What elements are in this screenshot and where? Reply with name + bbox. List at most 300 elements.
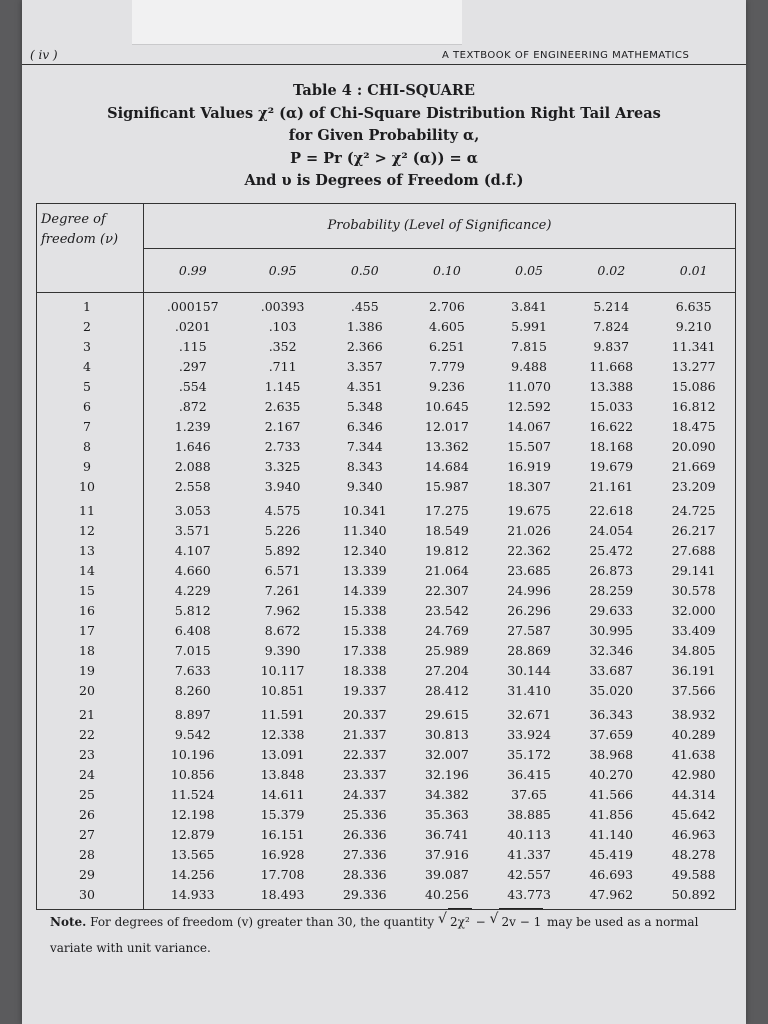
chi-value-cell: .00393	[260, 299, 305, 314]
chi-value-cell: 38.968	[589, 747, 634, 762]
chi-value-cell: 12.879	[170, 827, 215, 842]
chi-value-cell: 24.996	[507, 583, 551, 598]
probability-col-header: 0.10	[406, 248, 488, 293]
chi-value-cell: 12.198	[170, 807, 215, 822]
chi-value-cell: 7.261	[264, 583, 301, 598]
chi-value-cell: 12.592	[507, 399, 551, 414]
chi-value-cell: .554	[178, 379, 207, 394]
chi-value-cell: 4.351	[346, 379, 383, 394]
running-title: A TEXTBOOK OF ENGINEERING MATHEMATICS	[442, 50, 690, 61]
chi-value-cell: 19.812	[425, 543, 469, 558]
chi-value-cell: 11.340	[342, 523, 387, 538]
df-cell: 19	[37, 661, 144, 681]
chi-value-cell: 26.296	[507, 603, 551, 618]
df-cell: 1	[37, 293, 144, 318]
chi-value-cell: 38.885	[507, 807, 551, 822]
chi-value-cell: 41.140	[589, 827, 634, 842]
table-row	[37, 825, 736, 845]
chi-value-cell: 34.805	[671, 643, 716, 658]
chi-value-cell: 30.578	[671, 583, 716, 598]
df-cell: 4	[37, 357, 144, 377]
chi-value-cell: 11.524	[170, 787, 215, 802]
chi-value-cell: 18.549	[425, 523, 469, 538]
chi-value-cell: 41.566	[589, 787, 634, 802]
chi-value-cell: 21.064	[425, 563, 469, 578]
table-row	[37, 805, 736, 825]
chi-value-cell: 8.343	[346, 459, 383, 474]
chi-value-cell: 45.642	[671, 807, 716, 822]
chi-value-cell: 44.314	[671, 787, 716, 802]
chi-value-cell: .711	[268, 359, 297, 374]
probability-col-header: 0.01	[652, 248, 735, 293]
probability-col-header: 0.50	[324, 248, 406, 293]
df-cell: 29	[37, 865, 144, 885]
chi-value-cell: 32.346	[589, 643, 634, 658]
df-cell: 28	[37, 845, 144, 865]
chi-value-cell: 8.672	[264, 623, 301, 638]
chi-value-cell: 26.873	[589, 563, 634, 578]
chi-value-cell: 7.779	[429, 359, 465, 374]
table-subtitle-line3: for Given Probability α,	[288, 127, 480, 144]
chi-value-cell: 9.390	[264, 643, 301, 658]
chi-value-cell: 2.733	[264, 439, 301, 454]
note-label: Note.	[50, 915, 87, 929]
chi-value-cell: 18.493	[242, 885, 324, 910]
chi-value-cell: 4.575	[264, 503, 301, 518]
chi-value-cell: 10.196	[170, 747, 215, 762]
chi-value-cell: 6.571	[264, 563, 301, 578]
chi-value-cell: 3.357	[346, 359, 383, 374]
table-row	[37, 725, 736, 745]
chi-value-cell: 24.769	[425, 623, 469, 638]
chi-value-cell: 43.773	[488, 885, 570, 910]
df-cell: 6	[37, 397, 144, 417]
chi-value-cell: .455	[350, 299, 379, 314]
chi-value-cell: 27.587	[507, 623, 551, 638]
probability-formula: P = Pr (χ² > χ² (α)) = α	[290, 149, 478, 167]
chi-value-cell: 21.669	[671, 459, 716, 474]
chi-value-cell: 50.892	[652, 885, 735, 910]
chi-value-cell: 7.962	[264, 603, 301, 618]
chi-value-cell: 14.933	[144, 885, 242, 910]
df-cell: 18	[37, 641, 144, 661]
table-row	[37, 581, 736, 601]
chi-value-cell: 29.336	[324, 885, 406, 910]
table-row	[37, 765, 736, 785]
chi-value-cell: 5.991	[511, 319, 547, 334]
df-cell: 23	[37, 745, 144, 765]
df-cell: 20	[37, 681, 144, 701]
chi-value-cell: 1.145	[264, 379, 301, 394]
chi-value-cell: 24.337	[342, 787, 387, 802]
chi-value-cell: 42.557	[507, 867, 551, 882]
df-cell: 17	[37, 621, 144, 641]
chi-value-cell: 39.087	[425, 867, 469, 882]
chi-value-cell: 21.337	[342, 727, 387, 742]
chi-value-cell: 17.338	[342, 643, 387, 658]
chi-value-cell: 32.671	[507, 707, 551, 722]
chi-value-cell: 9.542	[174, 727, 211, 742]
chi-value-cell: 41.337	[507, 847, 551, 862]
table-row	[37, 397, 736, 417]
chi-value-cell: 20.090	[671, 439, 716, 454]
table-row	[37, 641, 736, 661]
table-row	[37, 541, 736, 561]
df-cell: 8	[37, 437, 144, 457]
chi-value-cell: 30.813	[425, 727, 469, 742]
chi-value-cell: 12.017	[425, 419, 469, 434]
df-cell: 14	[37, 561, 144, 581]
probability-header: Probability (Level of Significance)	[144, 204, 736, 249]
note-text-after: may be used as a normal	[547, 915, 699, 929]
chi-value-cell: 2.635	[264, 399, 301, 414]
chi-value-cell: 11.341	[671, 339, 716, 354]
table-row	[37, 885, 736, 910]
chi-value-cell: 11.668	[589, 359, 634, 374]
chi-value-cell: 37.65	[511, 787, 547, 802]
chi-value-cell: 10.117	[260, 663, 305, 678]
chi-value-cell: 6.251	[429, 339, 465, 354]
chi-value-cell: 40.270	[589, 767, 634, 782]
df-cell: 12	[37, 521, 144, 541]
table-row	[37, 457, 736, 477]
sqrt-term-a: √ 2χ²	[448, 908, 472, 935]
chi-value-cell: 17.708	[260, 867, 305, 882]
table-row	[37, 417, 736, 437]
chi-value-cell: 13.091	[260, 747, 305, 762]
chi-value-cell: 14.067	[507, 419, 551, 434]
chi-value-cell: 2.366	[346, 339, 383, 354]
chi-value-cell: 23.685	[507, 563, 551, 578]
table-row	[37, 845, 736, 865]
chi-value-cell: 9.340	[346, 479, 383, 494]
chi-value-cell: 9.210	[675, 319, 712, 334]
chi-value-cell: 28.412	[425, 683, 469, 698]
chi-value-cell: 18.307	[507, 479, 551, 494]
chi-value-cell: 14.611	[260, 787, 305, 802]
df-cell: 9	[37, 457, 144, 477]
chi-value-cell: 41.638	[671, 747, 716, 762]
chi-value-cell: 14.339	[342, 583, 387, 598]
df-cell: 3	[37, 337, 144, 357]
chi-value-cell: 32.196	[425, 767, 469, 782]
probability-col-header: 0.05	[488, 248, 570, 293]
chi-value-cell: .0201	[174, 319, 211, 334]
chi-value-cell: 3.325	[264, 459, 301, 474]
df-cell: 10	[37, 477, 144, 497]
chi-value-cell: 13.362	[425, 439, 469, 454]
chi-value-cell: 16.928	[260, 847, 305, 862]
chi-value-cell: 29.615	[425, 707, 469, 722]
chi-value-cell: 9.837	[593, 339, 630, 354]
chi-value-cell: 32.007	[425, 747, 469, 762]
chi-value-cell: 31.410	[507, 683, 551, 698]
chi-value-cell: 15.987	[425, 479, 469, 494]
df-cell: 16	[37, 601, 144, 621]
chi-value-cell: 15.379	[260, 807, 305, 822]
df-cell: 7	[37, 417, 144, 437]
chi-value-cell: .297	[178, 359, 207, 374]
chi-value-cell: 15.338	[342, 603, 387, 618]
chi-value-cell: 12.338	[260, 727, 305, 742]
chi-value-cell: 4.660	[174, 563, 211, 578]
chi-value-cell: 19.679	[589, 459, 634, 474]
table-subtitle: Significant Values χ² (α) of Chi-Square Distribution Right Tail Areas	[107, 104, 661, 122]
chi-value-cell: 33.924	[507, 727, 551, 742]
chi-value-cell: 10.851	[260, 683, 305, 698]
chi-value-cell: 15.033	[589, 399, 634, 414]
chi-value-cell: 41.856	[589, 807, 634, 822]
df-header: Degree of freedom (ν)	[37, 204, 144, 293]
table-row	[37, 865, 736, 885]
df-cell: 11	[37, 497, 144, 521]
chi-value-cell: 6.635	[675, 299, 712, 314]
chi-value-cell: 18.338	[342, 663, 387, 678]
chi-value-cell: 15.338	[342, 623, 387, 638]
table-row	[37, 437, 736, 457]
chi-value-cell: 10.856	[170, 767, 215, 782]
chi-value-cell: 22.337	[342, 747, 387, 762]
running-header	[22, 46, 746, 68]
df-cell: 25	[37, 785, 144, 805]
table-row	[37, 785, 736, 805]
probability-col-header: 0.99	[144, 248, 242, 293]
chi-value-cell: 48.278	[671, 847, 716, 862]
chi-value-cell: .103	[268, 319, 297, 334]
textbook-page	[22, 0, 746, 1024]
chi-value-cell: 3.053	[174, 503, 211, 518]
table-row	[37, 521, 736, 541]
chi-value-cell: 1.386	[346, 319, 383, 334]
table-row	[37, 377, 736, 397]
note-text: For degrees of freedom (v) greater than 30, the quantity	[90, 915, 435, 929]
chi-value-cell: 32.000	[671, 603, 716, 618]
chi-value-cell: 9.236	[429, 379, 465, 394]
chi-value-cell: 4.107	[174, 543, 211, 558]
chi-value-cell: 23.542	[425, 603, 469, 618]
df-cell: 15	[37, 581, 144, 601]
chi-value-cell: 28.259	[589, 583, 634, 598]
chi-value-cell: 25.989	[425, 643, 469, 658]
chi-value-cell: 1.239	[174, 419, 211, 434]
chi-value-cell: 49.588	[671, 867, 716, 882]
header-rule	[22, 64, 746, 65]
chi-value-cell: 16.919	[507, 459, 551, 474]
chi-value-cell: 38.932	[671, 707, 716, 722]
df-cell: 26	[37, 805, 144, 825]
chi-value-cell: .000157	[166, 299, 219, 314]
chi-value-cell: 36.741	[425, 827, 469, 842]
chi-value-cell: 13.848	[260, 767, 305, 782]
chi-value-cell: 35.363	[425, 807, 469, 822]
chi-value-cell: 9.488	[511, 359, 547, 374]
chi-value-cell: 37.916	[425, 847, 469, 862]
table-row	[37, 701, 736, 725]
chi-value-cell: 6.408	[174, 623, 211, 638]
chi-value-cell: 21.026	[507, 523, 551, 538]
chi-value-cell: 27.688	[671, 543, 716, 558]
table-row	[37, 561, 736, 581]
chi-value-cell: 5.214	[593, 299, 630, 314]
table-row	[37, 497, 736, 521]
chi-value-cell: 36.415	[507, 767, 551, 782]
table-row	[37, 337, 736, 357]
chi-value-cell: 7.824	[593, 319, 630, 334]
chi-value-cell: 29.633	[589, 603, 634, 618]
chi-value-cell: 29.141	[671, 563, 716, 578]
chi-value-cell: 17.275	[425, 503, 469, 518]
chi-value-cell: 24.054	[589, 523, 634, 538]
chi-value-cell: 28.869	[507, 643, 551, 658]
chi-value-cell: 11.070	[507, 379, 551, 394]
chi-value-cell: 6.346	[346, 419, 383, 434]
chi-value-cell: 30.995	[589, 623, 634, 638]
chi-value-cell: 2.558	[174, 479, 211, 494]
chi-value-cell: 30.144	[507, 663, 551, 678]
chi-value-cell: 47.962	[570, 885, 652, 910]
chi-value-cell: .352	[268, 339, 297, 354]
chi-value-cell: .115	[178, 339, 207, 354]
chi-value-cell: 19.337	[342, 683, 387, 698]
footnote	[50, 908, 750, 961]
paper-strip	[132, 0, 462, 45]
chi-value-cell: 3.940	[264, 479, 301, 494]
chi-value-cell: 46.963	[671, 827, 716, 842]
chi-value-cell: 10.645	[425, 399, 469, 414]
chi-value-cell: 26.336	[342, 827, 387, 842]
chi-value-cell: 22.362	[507, 543, 551, 558]
chi-value-cell: 40.113	[507, 827, 551, 842]
chi-value-cell: 27.336	[342, 847, 387, 862]
df-cell: 5	[37, 377, 144, 397]
table-row	[37, 661, 736, 681]
chi-value-cell: 13.388	[589, 379, 634, 394]
chi-value-cell: 7.015	[174, 643, 211, 658]
chi-value-cell: 7.633	[174, 663, 211, 678]
chi-value-cell: 25.472	[589, 543, 634, 558]
chi-value-cell: 7.815	[511, 339, 547, 354]
chi-value-cell: 37.566	[671, 683, 716, 698]
chi-value-cell: 21.161	[589, 479, 634, 494]
table-row	[37, 745, 736, 765]
chi-value-cell: 18.168	[589, 439, 634, 454]
chi-value-cell: 14.684	[425, 459, 469, 474]
probability-col-header: 0.95	[242, 248, 324, 293]
table-row	[37, 293, 736, 318]
chi-value-cell: 13.277	[671, 359, 716, 374]
chi-value-cell: 36.191	[671, 663, 716, 678]
chi-value-cell: 8.897	[174, 707, 211, 722]
chi-value-cell: 11.591	[260, 707, 305, 722]
chi-value-cell: 7.344	[346, 439, 383, 454]
chi-value-cell: 10.341	[342, 503, 387, 518]
page-number: ( iv )	[30, 48, 58, 62]
sqrt-term-b: √ 2v − 1	[499, 908, 543, 935]
chi-value-cell: 16.812	[671, 399, 716, 414]
df-cell: 2	[37, 317, 144, 337]
chi-value-cell: 5.226	[264, 523, 301, 538]
chi-value-cell: 33.409	[671, 623, 716, 638]
chi-value-cell: 5.892	[264, 543, 301, 558]
chi-value-cell: 13.565	[170, 847, 215, 862]
df-cell: 30	[37, 885, 144, 910]
chi-value-cell: 22.307	[425, 583, 469, 598]
df-cell: 21	[37, 701, 144, 725]
chi-value-cell: 35.172	[507, 747, 551, 762]
chi-value-cell: 22.618	[589, 503, 634, 518]
chi-value-cell: 2.167	[264, 419, 301, 434]
chi-value-cell: 3.571	[174, 523, 211, 538]
chi-value-cell: 37.659	[589, 727, 634, 742]
table-title: Table 4 : CHI-SQUARE	[293, 82, 475, 99]
table-row	[37, 621, 736, 641]
chi-value-cell: 24.725	[671, 503, 716, 518]
chi-value-cell: 16.622	[589, 419, 634, 434]
chi-value-cell: 8.260	[174, 683, 211, 698]
chi-value-cell: 23.337	[342, 767, 387, 782]
table-row	[37, 681, 736, 701]
chi-value-cell: 2.088	[174, 459, 211, 474]
chi-value-cell: 26.217	[671, 523, 716, 538]
chi-value-cell: 1.646	[174, 439, 211, 454]
chi-value-cell: 42.980	[671, 767, 716, 782]
chi-value-cell: 5.812	[174, 603, 211, 618]
df-cell: 27	[37, 825, 144, 845]
chi-value-cell: 14.256	[170, 867, 215, 882]
chi-value-cell: .872	[178, 399, 207, 414]
chi-value-cell: 35.020	[589, 683, 634, 698]
chi-value-cell: 34.382	[425, 787, 469, 802]
chi-value-cell: 4.605	[429, 319, 465, 334]
chi-value-cell: 25.336	[342, 807, 387, 822]
chi-value-cell: 18.475	[671, 419, 716, 434]
minus-sign: −	[475, 915, 486, 929]
table-body	[37, 293, 736, 910]
chi-value-cell: 15.507	[507, 439, 551, 454]
chi-value-cell: 3.841	[511, 299, 547, 314]
chi-value-cell: 33.687	[589, 663, 634, 678]
chi-square-table	[36, 203, 736, 910]
chi-value-cell: 5.348	[346, 399, 383, 414]
table-row	[37, 477, 736, 497]
chi-value-cell: 40.289	[671, 727, 716, 742]
chi-value-cell: 28.336	[342, 867, 387, 882]
chi-value-cell: 2.706	[429, 299, 465, 314]
probability-col-header: 0.02	[570, 248, 652, 293]
table-row	[37, 357, 736, 377]
chi-value-cell: 46.693	[589, 867, 634, 882]
note-line2: variate with unit variance.	[50, 941, 211, 955]
chi-value-cell: 40.256	[406, 885, 488, 910]
chi-value-cell: 16.151	[260, 827, 305, 842]
table-row	[37, 317, 736, 337]
df-cell: 22	[37, 725, 144, 745]
chi-value-cell: 45.419	[589, 847, 634, 862]
chi-value-cell: 19.675	[507, 503, 551, 518]
chi-value-cell: 4.229	[174, 583, 211, 598]
df-cell: 24	[37, 765, 144, 785]
chi-value-cell: 23.209	[671, 479, 716, 494]
chi-value-cell: 36.343	[589, 707, 634, 722]
chi-value-cell: 12.340	[342, 543, 387, 558]
degrees-of-freedom-line: And υ is Degrees of Freedom (d.f.)	[244, 172, 524, 189]
chi-value-cell: 13.339	[342, 563, 387, 578]
chi-value-cell: 27.204	[425, 663, 469, 678]
df-cell: 13	[37, 541, 144, 561]
chi-value-cell: 15.086	[671, 379, 716, 394]
table-row	[37, 601, 736, 621]
table-heading	[22, 80, 746, 193]
